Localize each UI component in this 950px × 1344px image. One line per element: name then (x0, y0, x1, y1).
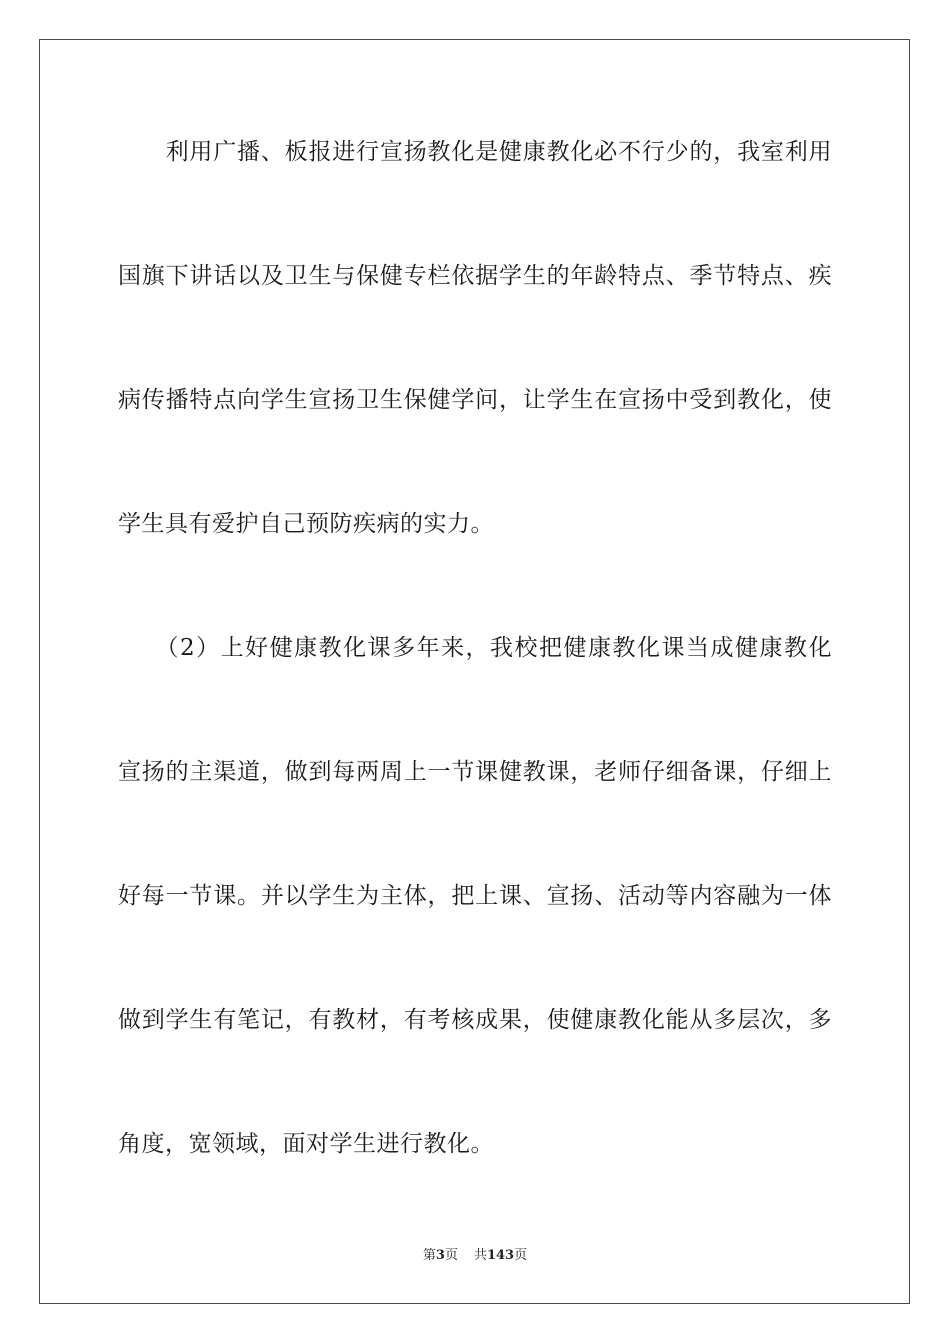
page-border (39, 39, 910, 1304)
paragraph-line: 利用广播、板报进行宣扬教化是健康教化必不行少的，我室利用 (118, 139, 832, 165)
page-number: 3 (435, 1248, 445, 1263)
page-label-suffix: 页 (444, 1248, 458, 1263)
paragraph-line: 做到学生有笔记，有教材，有考核成果，使健康教化能从多层次，多 (118, 1007, 832, 1033)
paragraph-line: 学生具有爱护自己预防疾病的实力。 (118, 511, 494, 537)
paragraph-line: 角度，宽领域，面对学生进行教化。 (118, 1131, 494, 1157)
page-label-prefix: 第 (422, 1248, 436, 1263)
page-footer (0, 1247, 950, 1265)
total-pages: 143 (486, 1248, 515, 1263)
paragraph-line: （2）上好健康教化课多年来，我校把健康教化课当成健康教化 (118, 635, 832, 661)
paragraph-line: 好每一节课。并以学生为主体，把上课、宣扬、活动等内容融为一体 (118, 883, 832, 909)
paragraph-line: 病传播特点向学生宣扬卫生保健学问，让学生在宣扬中受到教化，使 (118, 387, 832, 413)
total-label-prefix: 共 (473, 1248, 487, 1263)
paragraph-line: 宣扬的主渠道，做到每两周上一节课健教课，老师仔细备课，仔细上 (118, 759, 832, 785)
total-label-suffix: 页 (514, 1248, 528, 1263)
paragraph-line: 国旗下讲话以及卫生与保健专栏依据学生的年龄特点、季节特点、疾 (118, 263, 832, 289)
